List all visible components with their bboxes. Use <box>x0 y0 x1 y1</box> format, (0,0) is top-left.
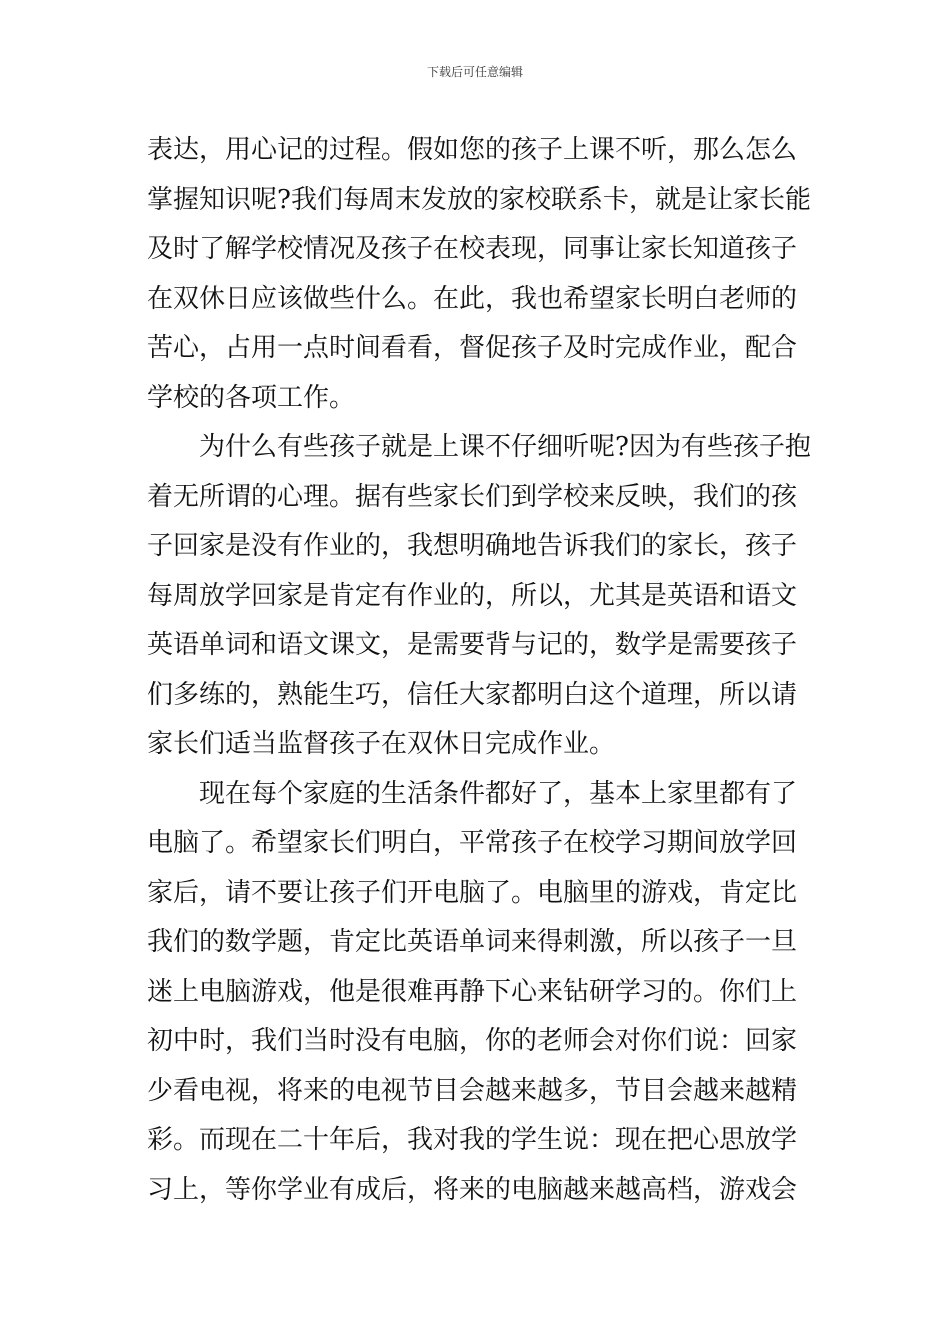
text-line: 家后，请不要让孩子们开电脑了。电脑里的游戏，肯定比 <box>147 877 798 908</box>
text-line: 彩。而现在二十年后，我对我的学生说：现在把心思放学 <box>147 1125 798 1155</box>
text-line: 表达，用心记的过程。假如您的孩子上课不听，那么怎么 <box>147 135 798 165</box>
text-line: 电脑了。希望家长们明白，平常孩子在校学习期间放学回 <box>147 828 798 858</box>
paragraph <box>147 423 817 770</box>
text-line: 为什么有些孩子就是上课不仔细听呢?因为有些孩子抱 <box>199 432 811 462</box>
paragraph <box>147 126 817 423</box>
text-line: 掌握知识呢?我们每周末发放的家校联系卡，就是让家长能 <box>147 184 811 215</box>
text-line: 及时了解学校情况及孩子在校表现，同事让家长知道孩子 <box>147 234 798 264</box>
page-header: 下载后可任意编辑 <box>426 65 523 79</box>
text-line: 家长们适当监督孩子在双休日完成作业。 <box>147 729 616 759</box>
text-line: 每周放学回家是肯定有作业的，所以，尤其是英语和语文 <box>147 580 798 611</box>
text-line: 少看电视，将来的电视节目会越来越多，节目会越来越精 <box>147 1075 798 1106</box>
document-body <box>147 126 817 1215</box>
text-line: 现在每个家庭的生活条件都好了，基本上家里都有了 <box>199 778 798 809</box>
text-line: 子回家是没有作业的，我想明确地告诉我们的家长，孩子 <box>147 531 798 561</box>
text-line: 苦心，占用一点时间看看，督促孩子及时完成作业，配合 <box>147 333 798 363</box>
text-line: 在双休日应该做些什么。在此，我也希望家长明白老师的 <box>147 283 798 314</box>
text-line: 迷上电脑游戏，他是很难再静下心来钻研学习的。你们上 <box>147 976 798 1007</box>
text-line: 初中时，我们当时没有电脑，你的老师会对你们说：回家 <box>147 1026 798 1056</box>
text-line: 学校的各项工作。 <box>147 382 356 413</box>
text-line: 我们的数学题，肯定比英语单词来得刺激，所以孩子一旦 <box>147 927 798 957</box>
paragraph <box>147 770 817 1216</box>
text-line: 英语单词和语文课文，是需要背与记的，数学是需要孩子 <box>147 630 798 660</box>
text-line: 着无所谓的心理。据有些家长们到学校来反映，我们的孩 <box>147 481 798 512</box>
text-line: 习上，等你学业有成后，将来的电脑越来越高档，游戏会 <box>147 1174 798 1205</box>
text-line: 们多练的，熟能生巧，信任大家都明白这个道理，所以请 <box>147 679 798 710</box>
